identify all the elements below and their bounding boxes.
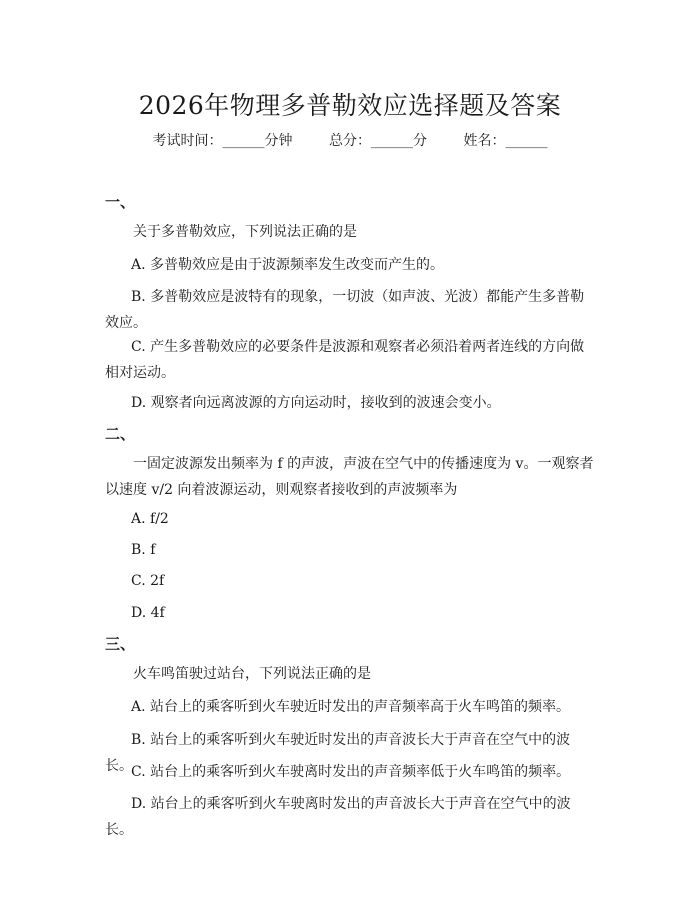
exam-time: 考试时间：______分钟 bbox=[152, 133, 293, 149]
question-option: C. 产生多普勒效应的必要条件是波源和观察者必须沿着两者连线的方向做相对运动。 bbox=[105, 339, 585, 381]
question-number: 三、 bbox=[105, 635, 136, 653]
exam-info bbox=[0, 130, 700, 150]
question-option: C. 2f bbox=[131, 573, 165, 589]
total-score: 总分：______分 bbox=[329, 133, 427, 149]
question-stem: 关于多普勒效应，下列说法正确的是 bbox=[133, 224, 357, 240]
question-stem: 一固定波源发出频率为 f 的声波，声波在空气中的传播速度为 v。一观察者以速度 v/2 向着波源运动，则观察者接收到的声波频率为 bbox=[105, 456, 594, 498]
student-name: 姓名：______ bbox=[463, 133, 548, 149]
question-option: B. 站台上的乘客听到火车驶近时发出的声音波长大于声音在空气中的波长。 bbox=[105, 732, 571, 774]
question-number: 一、 bbox=[105, 193, 136, 211]
page-title: 2026年物理多普勒效应选择题及答案 bbox=[138, 91, 562, 120]
question-option: D. 观察者向远离波源的方向运动时，接收到的波速会变小。 bbox=[131, 395, 501, 411]
question-option: A. 多普勒效应是由于波源频率发生改变而产生的。 bbox=[131, 257, 445, 273]
question-option: A. f/2 bbox=[131, 511, 169, 527]
question-option: D. 4f bbox=[131, 605, 165, 621]
question-number: 二、 bbox=[105, 425, 136, 443]
question-option: D. 站台上的乘客听到火车驶离时发出的声音波长大于声音在空气中的波长。 bbox=[105, 796, 571, 838]
question-option: C. 站台上的乘客听到火车驶离时发出的声音频率低于火车鸣笛的频率。 bbox=[131, 764, 571, 780]
question-option: B. 多普勒效应是波特有的现象，一切波（如声波、光波）都能产生多普勒效应。 bbox=[105, 289, 585, 331]
question-option: A. 站台上的乘客听到火车驶近时发出的声音频率高于火车鸣笛的频率。 bbox=[131, 699, 571, 715]
question-stem: 火车鸣笛驶过站台，下列说法正确的是 bbox=[133, 666, 371, 682]
question-option: B. f bbox=[131, 542, 156, 558]
